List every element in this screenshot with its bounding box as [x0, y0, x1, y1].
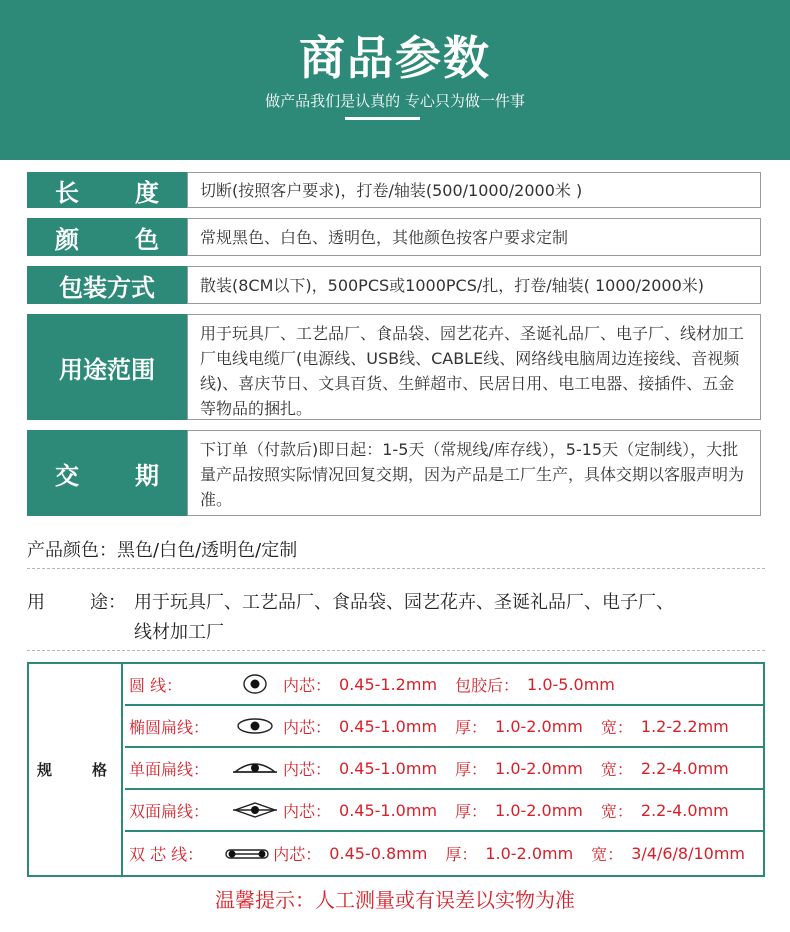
- spec-field-label: 内芯：: [283, 759, 332, 779]
- spec-field-label: 内芯：: [283, 675, 332, 695]
- double-side-flat-wire-icon: [227, 800, 283, 820]
- spec-row-oval-flat-wire: [125, 706, 763, 748]
- param-value-delivery: 下订单（付款后)即日起：1-5天（常规线/库存线），5-15天（定制线），大批量产品按照实际情况回复交期，因为产品是工厂生产，具体交期以客服声明为准。: [187, 430, 761, 516]
- label-char: 颜: [55, 225, 79, 254]
- spec-row-round-wire: [125, 664, 763, 706]
- product-color-line: [27, 536, 297, 562]
- spec-field-label: 内芯：: [283, 801, 332, 821]
- spec-field-label: 宽：: [600, 801, 633, 821]
- spec-field-value: 3/4/6/8/10mm: [631, 844, 745, 863]
- spec-field-value: 0.45-1.0mm: [339, 716, 438, 736]
- spec-field-value: 0.45-1.0mm: [339, 758, 438, 778]
- label-char: 长: [55, 178, 79, 207]
- spec-field-value: 2.2-4.0mm: [640, 758, 729, 778]
- divider: [27, 568, 765, 569]
- spec-row-single-side-flat-wire: [125, 748, 763, 790]
- spec-field-value: 1.0-2.0mm: [495, 758, 583, 778]
- spec-row-name: 双面扁线：: [129, 801, 210, 821]
- title-underline: [345, 117, 420, 120]
- spec-field-value: 0.45-1.0mm: [339, 800, 438, 820]
- param-value-length: 切断(按照客户要求)，打卷/轴装(500/1000/2000米 ): [187, 172, 761, 208]
- usage-label-b: 途：: [90, 592, 126, 613]
- param-label-color: [27, 218, 187, 256]
- spec-label-char: 格: [91, 761, 107, 779]
- spec-field-label: 宽：: [600, 717, 633, 737]
- spec-field-value: 1.2-2.2mm: [640, 716, 729, 736]
- spec-row-twin-core-wire: [125, 832, 763, 875]
- oval-flat-wire-icon: [227, 716, 283, 736]
- label-char: 度: [135, 178, 159, 207]
- spec-field-label: 包胶后：: [455, 675, 520, 695]
- label-char: 色: [135, 225, 159, 254]
- spec-field-value: 0.45-0.8mm: [329, 844, 428, 863]
- label-char: 交: [55, 461, 79, 490]
- usage-line-2: 线材加工厂: [134, 622, 224, 643]
- usage-line-1: 用于玩具厂、工艺品厂、食品袋、园艺花卉、圣诞礼品厂、电子厂、: [134, 592, 674, 613]
- product-color-label: 产品颜色：: [27, 540, 117, 561]
- single-side-flat-wire-icon: [227, 758, 283, 778]
- param-value-color: 常规黑色、白色、透明色，其他颜色按客户要求定制: [187, 218, 761, 256]
- param-label-delivery: [27, 430, 187, 516]
- spec-field-value: 0.45-1.2mm: [339, 674, 438, 694]
- spec-field-label: 宽：: [600, 759, 633, 779]
- spec-field-label: 厚：: [455, 801, 488, 821]
- param-value-packaging: 散装(8CM以下)，500PCS或1000PCS/扎，打卷/轴装( 1000/2000米): [187, 266, 761, 304]
- param-label-usage-range: 用途范围: [27, 314, 187, 420]
- param-value-usage-range: 用于玩具厂、工艺品厂、食品袋、园艺花卉、圣诞礼品厂、电子厂、线材加工厂电线电缆厂(电源线、USB线、CABLE线、网络线电脑周边连接线、音视频线)、喜庆节日、文具百货、生鲜超市、民居日用、电工电器、接插件、五金等物品的捆扎。: [187, 314, 761, 420]
- warm-tip: 温馨提示：人工测量或有误差以实物为准: [215, 888, 575, 912]
- spec-field-value: 1.0-2.0mm: [485, 844, 574, 863]
- spec-field-value: 2.2-4.0mm: [640, 800, 729, 820]
- spec-field-label: 内芯：: [273, 845, 322, 864]
- twin-core-wire-icon: [221, 846, 273, 862]
- spec-field-label: 厚：: [455, 717, 488, 737]
- spec-field-label: 内芯：: [283, 717, 332, 737]
- spec-field-label: 厚：: [455, 759, 488, 779]
- page-title: 商品参数: [299, 31, 491, 85]
- divider: [27, 650, 765, 651]
- spec-field-value: 1.0-2.0mm: [495, 800, 583, 820]
- spec-row-double-side-flat-wire: [125, 790, 763, 832]
- spec-row-name: 单面扁线：: [129, 759, 210, 779]
- param-label-length: [27, 172, 187, 208]
- spec-row-name: 圆 线：: [129, 675, 183, 695]
- spec-field-value: 1.0-2.0mm: [495, 716, 583, 736]
- round-wire-icon: [227, 673, 283, 695]
- page-subtitle: 做产品我们是认真的 专心只为做一件事: [265, 92, 525, 110]
- spec-field-label: 厚：: [445, 845, 478, 864]
- usage-label-a: 用: [27, 592, 45, 613]
- spec-label-char: 规: [37, 761, 53, 779]
- spec-label: [29, 664, 123, 875]
- spec-field-value: 1.0-5.0mm: [527, 674, 615, 694]
- spec-row-name: 椭圆扁线：: [129, 717, 210, 737]
- label-char: 期: [135, 461, 159, 490]
- spec-field-label: 宽：: [591, 845, 624, 864]
- param-label-packaging: 包装方式: [27, 266, 187, 304]
- spec-row-name: 双 芯 线：: [129, 845, 204, 864]
- product-color-value: 黑色/白色/透明色/定制: [117, 540, 298, 561]
